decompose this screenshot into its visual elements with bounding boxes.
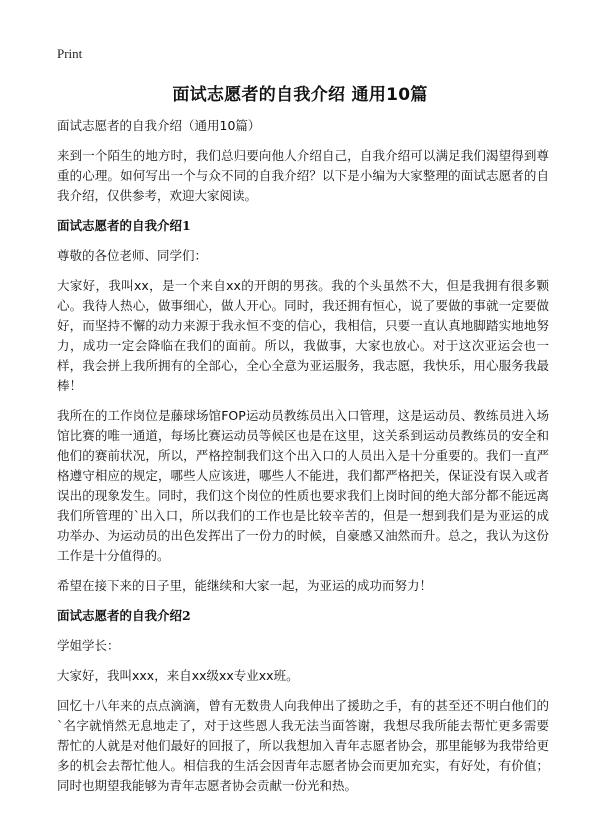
- section-heading-2: 面试志愿者的自我介绍2: [57, 608, 191, 623]
- print-link[interactable]: Print: [57, 46, 83, 61]
- document-subtitle: 面试志愿者的自我介绍（通用10篇）: [57, 118, 261, 133]
- document-body: [57, 116, 549, 806]
- section-1-salutation: 尊敬的各位老师、同学们：: [57, 248, 208, 263]
- section-1-closing: 希望在接下来的日子里，能继续和大家一起，为亚运的成功而努力！: [57, 578, 433, 593]
- section-2-salutation: 学姐学长：: [57, 638, 120, 653]
- section-1-paragraph: 我所在的工作岗位是藤球场馆FOP运动员教练员出入口管理，这是运动员、教练员进入场馆比赛的唯一通道，每场比赛运动员等候区也是在这里，这关系到运动员教练员的安全和他们的赛前状况，所以，严格控制我们这个出入口的人员出入是十分重要的。我们一直严格遵守相应的规定，哪些人应该进，哪些人不能进，我们都严格把关，保证没有误入或者误出的现象发生。同时，我们这个岗位的性质也要求我们上岗时间的绝大部分都不能远离我们所管理的`出入口，所以我们的工作也是比较辛苦的，但是一想到我们是为亚运的成功举办、为运动员的出色发挥出了一份力的时候，自豪感又油然而升。总之，我认为这份工作是十分值得的。: [57, 408, 549, 563]
- section-1-paragraph: 大家好，我叫xx，是一个来自xx的开朗的男孩。我的个头虽然不大，但是我拥有很多颗心。我待人热心，做事细心，做人开心。同时，我还拥有恒心，说了要做的事就一定要做好，而坚持不懈的动力来源于我永恒不变的信心，我相信，只要一直认真地脚踏实地地努力，成功一定会降临在我们的面前。所以，我做事，大家也放心。对于这次亚运会也一样，我会拼上我所拥有的全部心，全心全意为亚运服务，我志愿，我快乐，用心服务我最棒！: [57, 278, 549, 393]
- page-title: 面试志愿者的自我介绍 通用10篇: [172, 85, 428, 105]
- section-heading-1: 面试志愿者的自我介绍1: [57, 218, 191, 233]
- section-2-paragraph: 回忆十八年来的点点滴滴，曾有无数贵人向我伸出了援助之手，有的甚至还不明白他们的`名字就悄然无息地走了，对于这些恩人我无法当面答谢，我想尽我所能去帮忙更多需要帮忙的人就是对他们最好的回报了，所以我想加入青年志愿者协会，那里能够为我带给更多的机会去帮忙他人。相信我的生活会因青年志愿者协会而更加充实，有好处，有价值；同时也期望我能够为青年志愿者协会贡献一份光和热。: [57, 698, 549, 793]
- intro-paragraph: 来到一个陌生的地方时，我们总归要向他人介绍自己，自我介绍可以满足我们渴望得到尊重的心理。如何写出一个与众不同的自我介绍？以下是小编为大家整理的面试志愿者的自我介绍，仅供参考，欢迎大家阅读。: [57, 148, 549, 203]
- section-2-paragraph: 大家好，我叫xxx，来自xx级xx专业xx班。: [57, 668, 299, 683]
